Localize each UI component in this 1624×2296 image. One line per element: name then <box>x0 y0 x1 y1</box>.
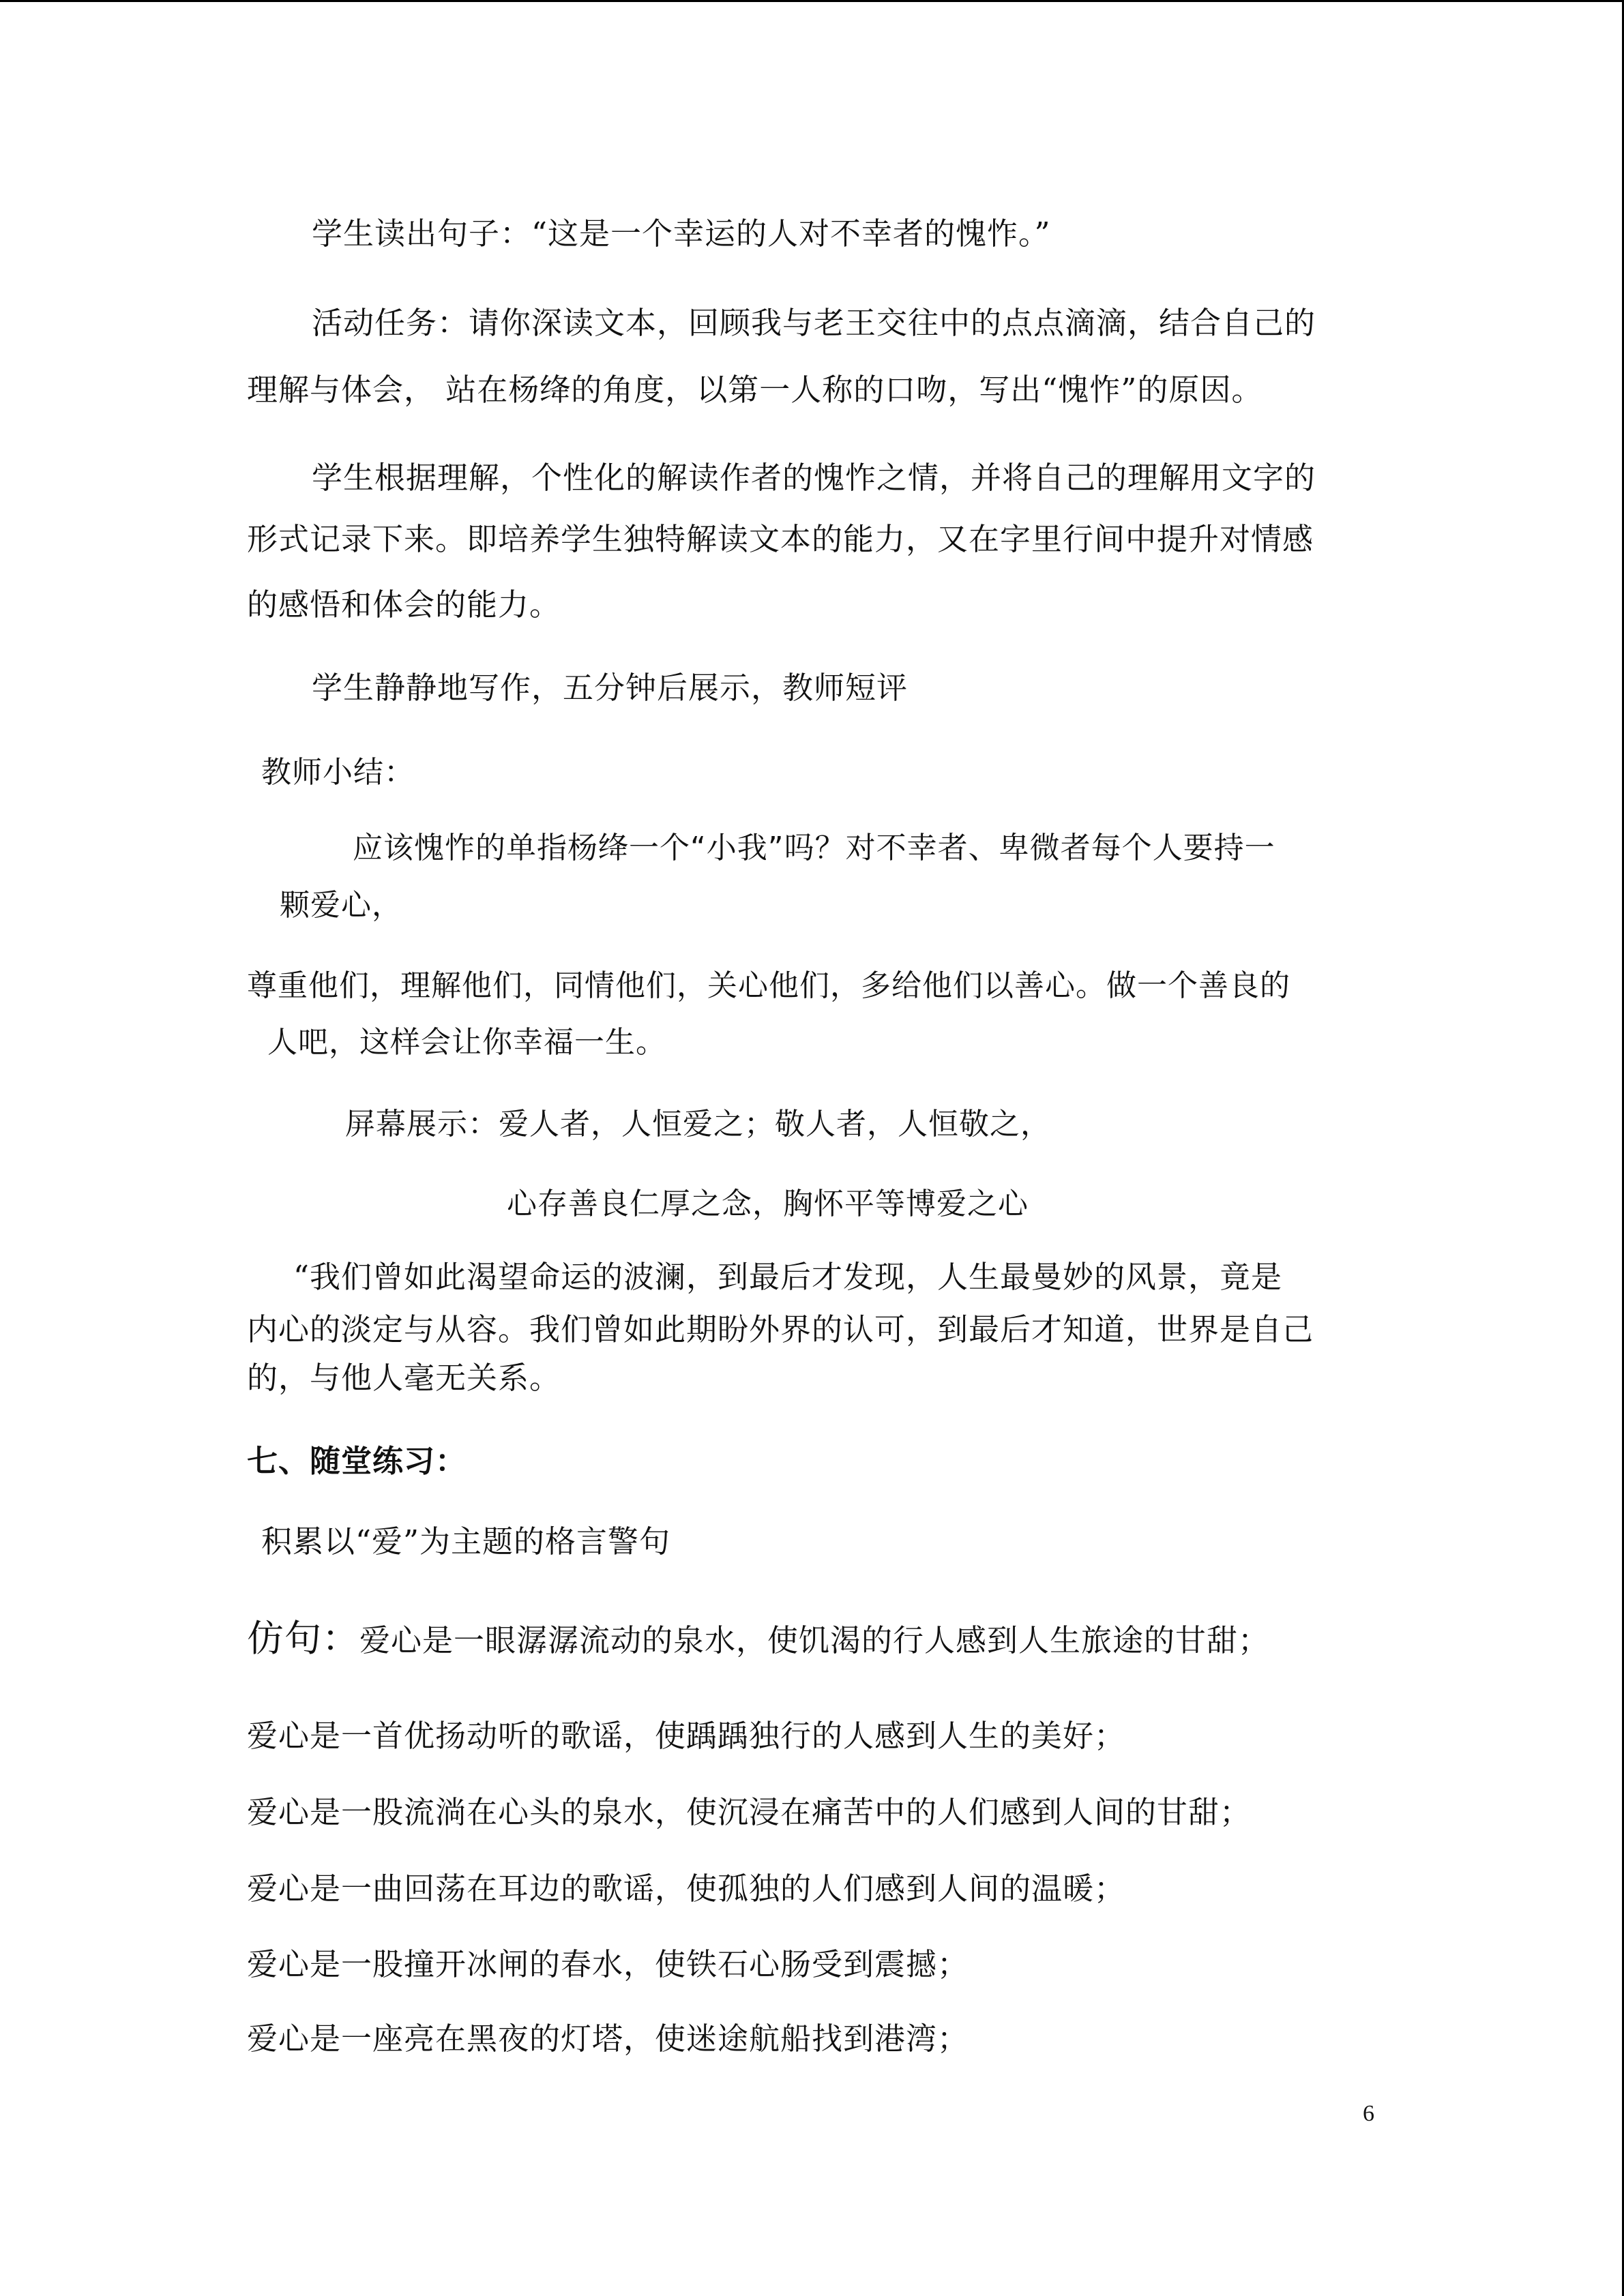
paragraph-writing-time: 学生静静地写作，五分钟后展示，教师短评 <box>312 670 909 706</box>
quote-line-1: “我们曾如此渴望命运的波澜，到最后才发现，人生最曼妙的风景，竟是 <box>293 1259 1283 1295</box>
imitation-sentence: 爱心是一股撞开冰闸的春水，使铁石心肠受到震撼； <box>247 1946 969 1982</box>
teacher-summary-line-4: 人吧，这样会让你幸福一生。 <box>267 1025 666 1060</box>
teacher-summary-line-2: 颗爱心， <box>280 888 402 923</box>
imitation-sentence: 爱心是一曲回荡在耳边的歌谣，使孤独的人们感到人间的温暖； <box>247 1870 1126 1907</box>
imitation-first-sentence: 爱心是一眼潺潺流动的泉水，使饥渴的行人感到人生旅途的甘甜； <box>359 1622 1270 1658</box>
paragraph-interpretation-line-1: 学生根据理解，个性化的解读作者的愧怍之情，并将自己的理解用文字的 <box>312 460 1316 496</box>
imitation-first-line <box>247 1617 1270 1660</box>
page-number: 6 <box>1363 2101 1374 2126</box>
screen-display-line-1: 屏幕展示：爱人者，人恒爱之；敬人者，人恒敬之， <box>345 1107 1051 1142</box>
teacher-summary-line-3: 尊重他们，理解他们，同情他们，关心他们，多给他们以善心。做一个善良的 <box>247 968 1290 1003</box>
section-heading: 七、随堂练习： <box>247 1443 467 1479</box>
teacher-summary-line-1: 应该愧怍的单指杨绛一个“小我”吗？对不幸者、卑微者每个人要持一 <box>353 831 1275 865</box>
paragraph-student-reads: 学生读出句子：“这是一个幸运的人对不幸者的愧怍。” <box>312 215 1051 252</box>
imitation-sentence: 爱心是一首优扬动听的歌谣，使踽踽独行的人感到人生的美好； <box>247 1718 1126 1754</box>
imitation-sentence: 爱心是一座亮在黑夜的灯塔，使迷途航船找到港湾； <box>247 2021 969 2057</box>
paragraph-activity-task-line-1: 活动任务：请你深读文本，回顾我与老王交往中的点点滴滴，结合自己的 <box>312 305 1316 341</box>
quote-line-3: 的，与他人毫无关系。 <box>247 1360 561 1396</box>
page-top-border <box>0 0 1624 2</box>
section-task: 积累以“爱”为主题的格言警句 <box>261 1523 671 1560</box>
teacher-summary-label: 教师小结： <box>261 755 415 790</box>
screen-display-line-2: 心存善良仁厚之念，胸怀平等博爱之心 <box>507 1187 1029 1221</box>
paragraph-interpretation-line-3: 的感悟和体会的能力。 <box>247 586 561 623</box>
quote-line-2: 内心的淡定与从容。我们曾如此期盼外界的认可，到最后才知道，世界是自己 <box>247 1311 1314 1347</box>
paragraph-activity-task-line-2: 理解与体会， 站在杨绛的角度，以第一人称的口吻，写出“愧怍”的原因。 <box>247 372 1263 408</box>
imitation-sentence: 爱心是一股流淌在心头的泉水，使沉浸在痛苦中的人们感到人间的甘甜； <box>247 1794 1252 1830</box>
imitation-label: 仿句： <box>247 1617 359 1660</box>
paragraph-interpretation-line-2: 形式记录下来。即培养学生独特解读文本的能力，又在字里行间中提升对情感 <box>247 521 1314 557</box>
